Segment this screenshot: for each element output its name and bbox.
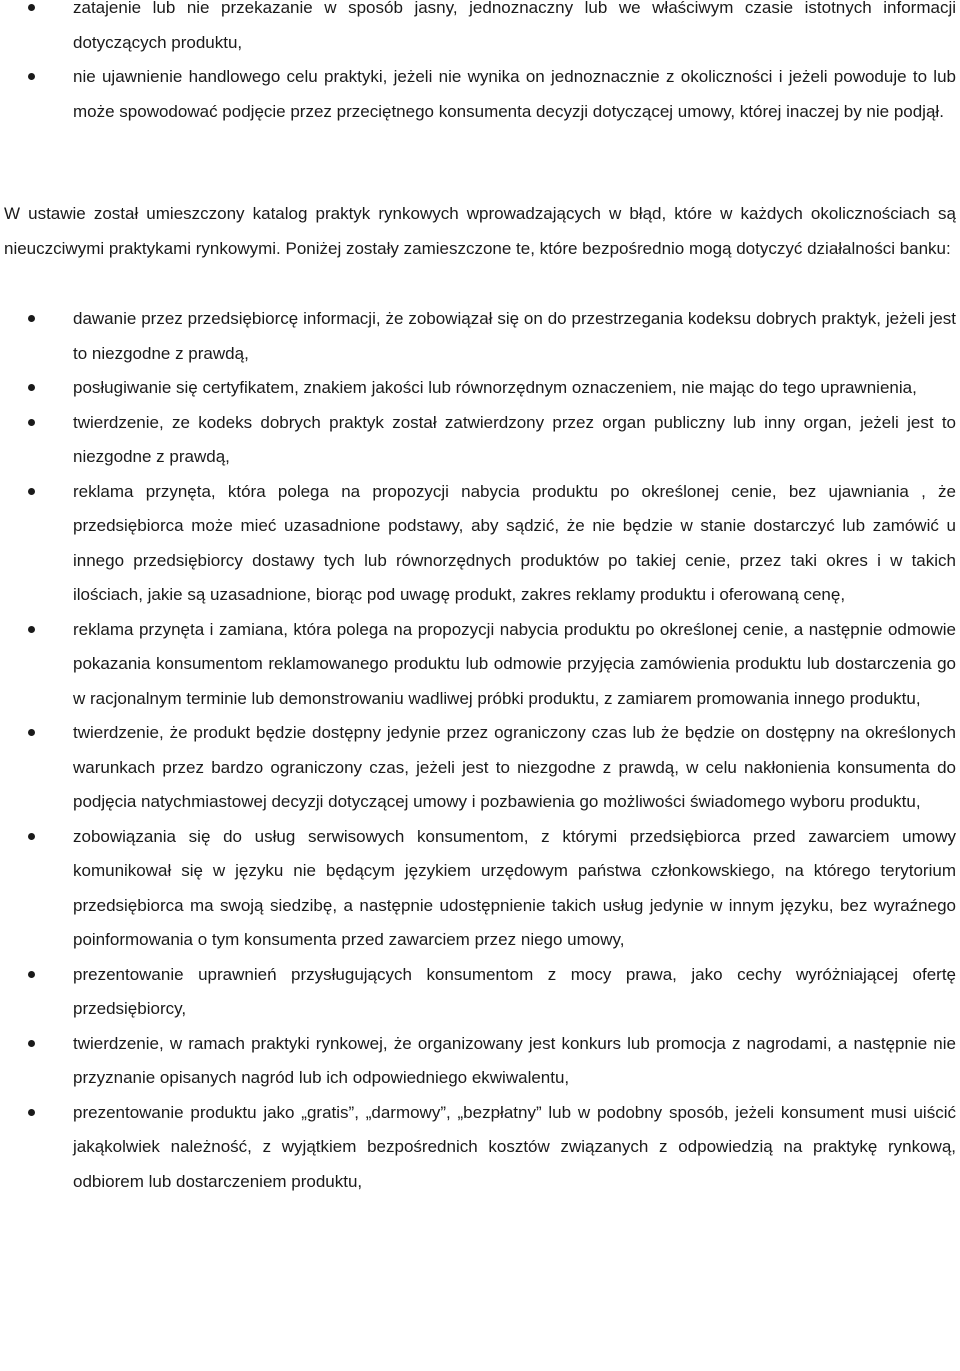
list-item-text: reklama przynęta i zamiana, która polega na propozycji nabycia produktu po określonej cenie, a następnie odmowie pokazania konsumentom reklamowanego produktu lub odmowie przyjęcia zamówienia produktu lub dostarczenia go w racjonalnym terminie lub demonstrowaniu wadliwej próbki produktu, z zamiarem promowania innego produktu, xyxy=(73,619,956,708)
list-item xyxy=(0,475,960,613)
bullet-icon xyxy=(28,833,35,840)
bullet-list-top xyxy=(0,0,960,129)
bullet-icon xyxy=(28,73,35,80)
bullet-icon xyxy=(28,419,35,426)
list-item xyxy=(0,958,960,1027)
list-item-text: nie ujawnienie handlowego celu praktyki, jeżeli nie wynika on jednoznacznie z okoliczności i jeżeli powoduje to lub może spowodować podjęcie przez przeciętnego konsumenta decyzji dotyczącej umowy, której inaczej by nie podjął. xyxy=(73,67,956,121)
list-item xyxy=(0,60,960,129)
list-item xyxy=(0,716,960,820)
list-item xyxy=(0,0,960,60)
bullet-icon xyxy=(28,4,35,11)
body-paragraph: W ustawie został umieszczony katalog praktyk rynkowych wprowadzających w błąd, które w każdych okolicznościach są nieuczciwymi praktykami rynkowymi. Poniżej zostały zamieszczone te, które bezpośrednio mogą dotyczyć działalności banku: xyxy=(4,204,956,258)
list-item-text: dawanie przez przedsiębiorcę informacji, że zobowiązał się on do przestrzegania kodeksu dobrych praktyk, jeżeli jest to niezgodne z prawdą, xyxy=(73,309,956,363)
list-item xyxy=(0,1027,960,1096)
list-item-text: prezentowanie produktu jako „gratis”, „darmowy”, „bezpłatny” lub w podobny sposób, jeżeli konsument musi uiścić jakąkolwiek należność, z wyjątkiem bezpośrednich kosztów związanych z odpowiedzią na praktykę rynkową, odbiorem lub dostarczeniem produktu, xyxy=(73,1102,956,1191)
bullet-icon xyxy=(28,1040,35,1047)
list-item xyxy=(0,820,960,958)
bullet-icon xyxy=(28,626,35,633)
bullet-icon xyxy=(28,971,35,978)
bullet-icon xyxy=(28,315,35,322)
bullet-list-practices xyxy=(0,302,960,1199)
list-item xyxy=(0,302,960,371)
bullet-icon xyxy=(28,729,35,736)
list-item xyxy=(0,406,960,475)
list-item-text: prezentowanie uprawnień przysługujących konsumentom z mocy prawa, jako cechy wyróżniającej ofertę przedsiębiorcy, xyxy=(73,964,956,1018)
list-item xyxy=(0,613,960,717)
bullet-icon xyxy=(28,1109,35,1116)
list-item-text: twierdzenie, ze kodeks dobrych praktyk został zatwierdzony przez organ publiczny lub inny organ, jeżeli jest to niezgodne z prawdą, xyxy=(73,412,956,466)
list-item-text: posługiwanie się certyfikatem, znakiem jakości lub równorzędnym oznaczeniem, nie mając do tego uprawnienia, xyxy=(73,378,917,397)
bullet-icon xyxy=(28,488,35,495)
list-item-text: twierdzenie, w ramach praktyki rynkowej, że organizowany jest konkurs lub promocja z nagrodami, a następnie nie przyznanie opisanych nagród lub ich odpowiedniego ekwiwalentu, xyxy=(73,1033,956,1087)
list-item-text: zatajenie lub nie przekazanie w sposób jasny, jednoznaczny lub we właściwym czasie istotnych informacji dotyczących produktu, xyxy=(73,0,956,52)
list-item xyxy=(0,371,960,406)
list-item-text: zobowiązania się do usług serwisowych konsumentom, z którymi przedsiębiorca przed zawarciem umowy komunikował się w języku nie będącym językiem urzędowym państwa członkowskiego, na którego terytorium przedsiębiorca ma swoją siedzibę, a następnie udostępnienie takich usług jedynie w innym języku, bez wyraźnego poinformowania o tym konsumenta przed zawarciem przez niego umowy, xyxy=(73,826,956,949)
bullet-icon xyxy=(28,384,35,391)
list-item xyxy=(0,1096,960,1200)
list-item-text: twierdzenie, że produkt będzie dostępny jedynie przez ograniczony czas lub że będzie on dostępny na określonych warunkach przez bardzo ograniczony czas, jeżeli jest to niezgodne z prawdą, w celu nakłonienia konsumenta do podjęcia natychmiastowej decyzji dotyczącej umowy i pozbawienia go możliwości świadomego wyboru produktu, xyxy=(73,723,956,811)
list-item-text: reklama przynęta, która polega na propozycji nabycia produktu po określonej cenie, bez ujawniania , że przedsiębiorca może mieć uzasadnione podstawy, aby sądzić, że nie będzie w stanie dostarczyć lub zamówić u innego przedsiębiorcy dostawy tych lub równorzędnych produktów po takiej cenie, przez taki okres i w takich ilościach, jakie są uzasadnione, biorąc pod uwagę produkt, zakres reklamy produktu i oferowaną cenę, xyxy=(73,481,956,604)
